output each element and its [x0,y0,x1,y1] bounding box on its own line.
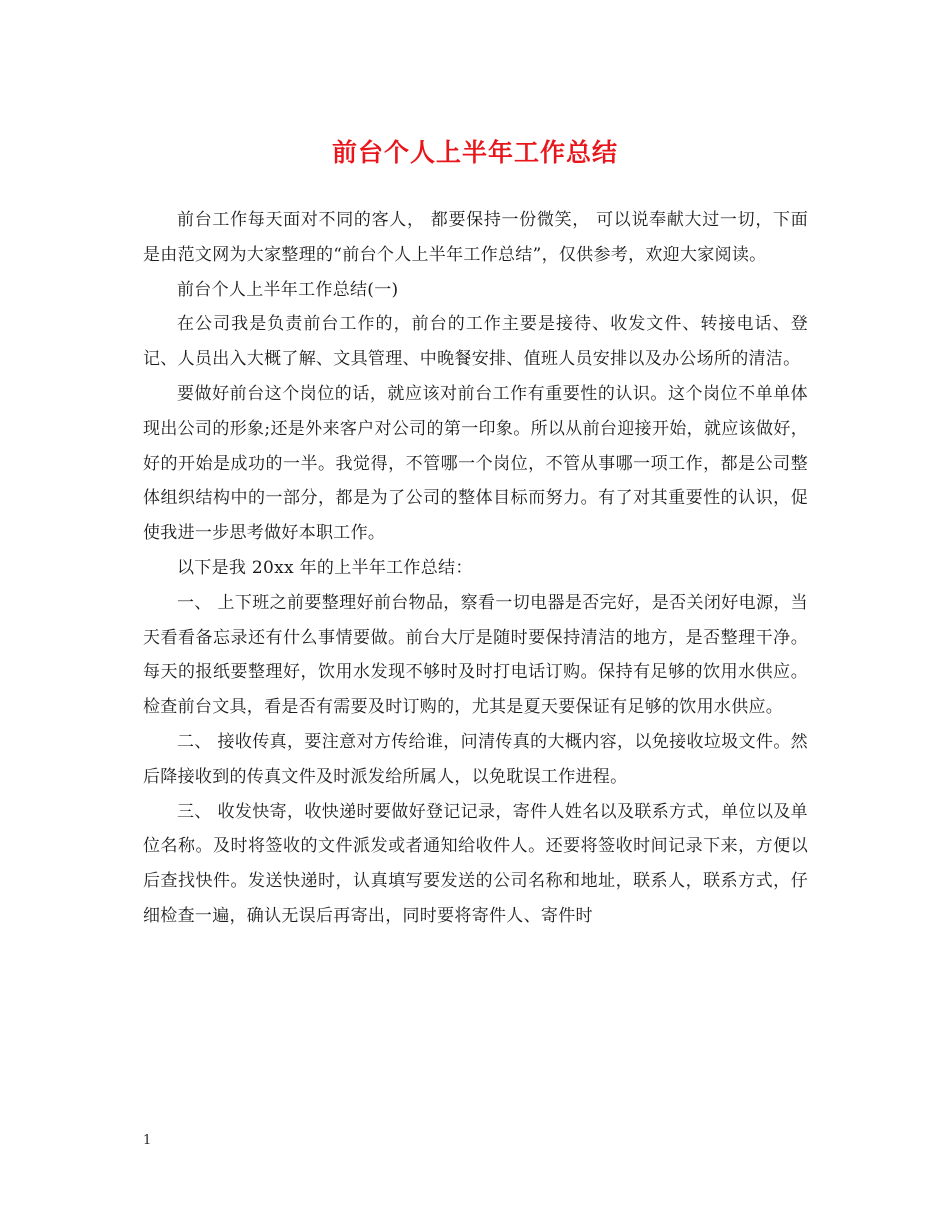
paragraph-section-heading: 前台个人上半年工作总结(一) [177,279,399,300]
document-body [143,203,808,934]
page-number: 1 [143,1133,152,1148]
paragraph-importance: 要做好前台这个岗位的话，就应该对前台工作有重要性的认识。这个岗位不单单体现出公司的形象;还是外来客户对公司的第一印象。所以从前台迎接开始，就应该做好，好的开始是成功的一半。我觉得，不管哪一个岗位，不管从事哪一项工作，都是公司整体组织结构中的一部分，都是为了公司的整体目标而努力。有了对其重要性的认识，促使我进一步思考做好本职工作。 [143,383,808,544]
paragraph-intro: 前台工作每天面对不同的客人， 都要保持一份微笑， 可以说奉献大过一切，下面是由范文网为大家整理的“前台个人上半年工作总结”，仅供参考，欢迎大家阅读。 [143,210,808,265]
paragraph-item-one: 一、 上下班之前要整理好前台物品，察看一切电器是否完好，是否关闭好电源，当天看看备忘录还有什么事情要做。前台大厅是随时要保持清洁的地方，是否整理干净。每天的报纸要整理好，饮用水发现不够时及时打电话订购。保持有足够的饮用水供应。检查前台文具，看是否有需要及时订购的，尤其是夏天要保证有足够的饮用水供应。 [143,592,808,718]
paragraph-item-two: 二、 接收传真，要注意对方传给谁，问清传真的大概内容，以免接收垃圾文件。然后降接收到的传真文件及时派发给所属人，以免耽误工作进程。 [143,731,808,787]
paragraph-summary-lead: 以下是我 20xx 年的上半年工作总结： [177,557,473,578]
paragraph-item-three: 三、 收发快寄，收快递时要做好登记记录，寄件人姓名以及联系方式，单位以及单位名称。及时将签收的文件派发或者通知给收件人。还要将签收时间记录下来，方便以后查找快件。发送快递时，认真填写要发送的公司名称和地址，联系人，联系方式，仔细检查一遍，确认无误后再寄出，同时要将寄件人、寄件时 [143,801,808,926]
paragraph-duties: 在公司我是负责前台工作的，前台的工作主要是接待、收发文件、转接电话、登记、人员出入大概了解、文具管理、中晚餐安排、值班人员安排以及办公场所的清洁。 [143,314,808,370]
document-title: 前台个人上半年工作总结 [331,138,618,167]
